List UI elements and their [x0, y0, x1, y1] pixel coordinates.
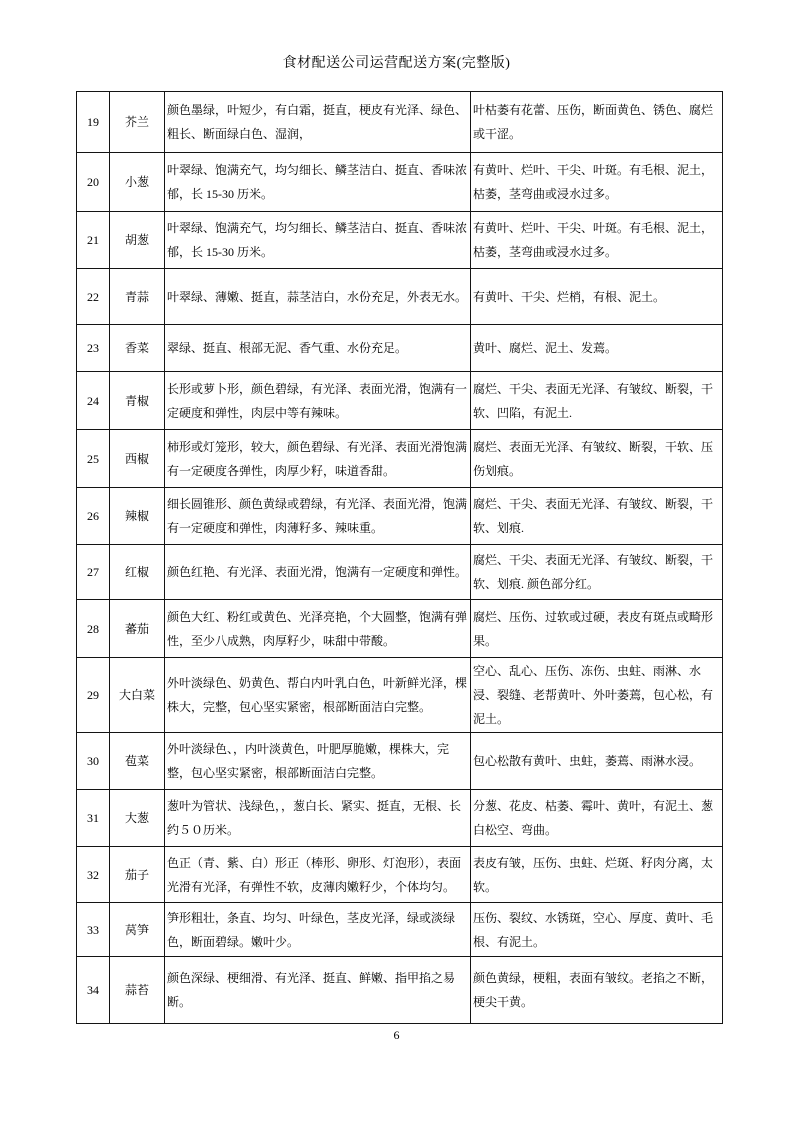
- row-number: 26: [77, 488, 110, 545]
- table-row: [77, 790, 723, 847]
- defect-criteria: 腐烂、干尖、表面无光泽、有皱纹、断裂，干软、划痕.: [471, 488, 723, 545]
- row-number: 30: [77, 733, 110, 790]
- defect-criteria: 有黄叶、干尖、烂梢，有根、泥土。: [471, 269, 723, 325]
- item-name: 胡葱: [110, 212, 165, 269]
- item-name: 蒜苔: [110, 957, 165, 1024]
- table-row: [77, 488, 723, 545]
- defect-criteria: 有黄叶、烂叶、干尖、叶斑。有毛根、泥土，枯萎，茎弯曲或浸水过多。: [471, 212, 723, 269]
- item-name: 芥兰: [110, 92, 165, 153]
- row-number: 25: [77, 430, 110, 488]
- quality-standard: 叶翠绿、饱满充气，均匀细长、鳞茎洁白、挺直、香味浓郁，长 15-30 历米。: [165, 153, 471, 212]
- defect-criteria: 颜色黄绿，梗粗，表面有皱纹。老掐之不断，梗尖干黄。: [471, 957, 723, 1024]
- table-row: [77, 903, 723, 957]
- item-name: 大白菜: [110, 658, 165, 733]
- quality-standard: 葱叶为管状、浅绿色，，葱白长、紧实、挺直，无根、长约５０历米。: [165, 790, 471, 847]
- row-number: 31: [77, 790, 110, 847]
- table-row: [77, 325, 723, 372]
- quality-standard: 色正（青、紫、白）形正（棒形、卵形、灯泡形），表面光滑有光泽，有弹性不软，皮薄肉嫩籽少，个体均匀。: [165, 847, 471, 903]
- vegetable-quality-table: [76, 91, 723, 1024]
- item-name: 小葱: [110, 153, 165, 212]
- quality-standard: 颜色墨绿，叶短少，有白霜，挺直，梗皮有光泽、绿色、粗长、断面绿白色、湿润，: [165, 92, 471, 153]
- defect-criteria: 压伤、裂纹、水锈斑，空心、厚度、黄叶、毛根、有泥土。: [471, 903, 723, 957]
- table-row: [77, 372, 723, 430]
- defect-criteria: 分葱、花皮、枯萎、霉叶、黄叶，有泥土、葱白松空、弯曲。: [471, 790, 723, 847]
- row-number: 19: [77, 92, 110, 153]
- quality-standard: 颜色深绿、梗细滑、有光泽、挺直、鲜嫩、指甲掐之易断。: [165, 957, 471, 1024]
- table-row: [77, 658, 723, 733]
- item-name: 红椒: [110, 545, 165, 600]
- item-name: 苞菜: [110, 733, 165, 790]
- row-number: 29: [77, 658, 110, 733]
- defect-criteria: 表皮有皱，压伤、虫蛀、烂斑、籽肉分离，太软。: [471, 847, 723, 903]
- defect-criteria: 腐烂、表面无光泽、有皱纹、断裂，干软、压伤划痕。: [471, 430, 723, 488]
- row-number: 24: [77, 372, 110, 430]
- table-row: [77, 847, 723, 903]
- page-number: 6: [393, 1028, 400, 1042]
- defect-criteria: 腐烂、干尖、表面无光泽、有皱纹、断裂，干软、划痕. 颜色部分红。: [471, 545, 723, 600]
- quality-standard: 外叶淡绿色、奶黄色、帮白内叶乳白色，叶新鲜光泽，棵株大，完整，包心坚实紧密，根部断面洁白完整。: [165, 658, 471, 733]
- row-number: 22: [77, 269, 110, 325]
- defect-criteria: 腐烂、压伤、过软或过硬，表皮有斑点或畸形果。: [471, 600, 723, 658]
- table-row: [77, 733, 723, 790]
- row-number: 28: [77, 600, 110, 658]
- quality-standard: 翠绿、挺直、根部无泥、香气重、水份充足。: [165, 325, 471, 372]
- table-row: [77, 430, 723, 488]
- quality-standard: 外叶淡绿色、，内叶淡黄色，叶肥厚脆嫩，棵株大，完整，包心坚实紧密，根部断面洁白完整。: [165, 733, 471, 790]
- quality-standard: 柿形或灯笼形，较大，颜色碧绿、有光泽、表面光滑饱满有一定硬度各弹性，肉厚少籽，味道香甜。: [165, 430, 471, 488]
- row-number: 21: [77, 212, 110, 269]
- defect-criteria: 包心松散有黄叶、虫蛀，萎蔫、雨淋水浸。: [471, 733, 723, 790]
- defect-criteria: 黄叶、腐烂、泥土、发蔫。: [471, 325, 723, 372]
- table-row: [77, 92, 723, 153]
- quality-standard: 颜色红艳、有光泽、表面光滑，饱满有一定硬度和弹性。: [165, 545, 471, 600]
- quality-standard: 长形或萝卜形，颜色碧绿，有光泽、表面光滑，饱满有一定硬度和弹性，肉层中等有辣味。: [165, 372, 471, 430]
- item-name: 青椒: [110, 372, 165, 430]
- item-name: 莴笋: [110, 903, 165, 957]
- quality-standard: 叶翠绿、薄嫩、挺直，蒜茎洁白，水份充足，外表无水。: [165, 269, 471, 325]
- quality-standard: 细长圆锥形、颜色黄绿或碧绿，有光泽、表面光滑，饱满有一定硬度和弹性，肉薄籽多、辣味重。: [165, 488, 471, 545]
- quality-standard: 笋形粗壮，条直、均匀、叶绿色，茎皮光泽，绿或淡绿色，断面碧绿。嫩叶少。: [165, 903, 471, 957]
- table-row: [77, 153, 723, 212]
- row-number: 33: [77, 903, 110, 957]
- table-row: [77, 957, 723, 1024]
- row-number: 27: [77, 545, 110, 600]
- item-name: 蕃茄: [110, 600, 165, 658]
- row-number: 23: [77, 325, 110, 372]
- quality-standard: 叶翠绿、饱满充气，均匀细长、鳞茎洁白、挺直、香味浓郁，长 15-30 历米。: [165, 212, 471, 269]
- table-row: [77, 269, 723, 325]
- item-name: 茄子: [110, 847, 165, 903]
- item-name: 辣椒: [110, 488, 165, 545]
- table-row: [77, 600, 723, 658]
- defect-criteria: 叶枯萎有花蕾、压伤，断面黄色、锈色、腐烂或干涩。: [471, 92, 723, 153]
- row-number: 20: [77, 153, 110, 212]
- table-row: [77, 212, 723, 269]
- defect-criteria: 空心、乱心、压伤、冻伤、虫蛀、雨淋、水浸、裂缝、老帮黄叶、外叶萎蔫，包心松，有泥土。: [471, 658, 723, 733]
- table-row: [77, 545, 723, 600]
- row-number: 34: [77, 957, 110, 1024]
- row-number: 32: [77, 847, 110, 903]
- item-name: 香菜: [110, 325, 165, 372]
- item-name: 青蒜: [110, 269, 165, 325]
- item-name: 西椒: [110, 430, 165, 488]
- document-title: 食材配送公司运营配送方案(完整版): [282, 56, 511, 71]
- defect-criteria: 腐烂、干尖、表面无光泽、有皱纹、断裂，干软、凹陷，有泥土.: [471, 372, 723, 430]
- item-name: 大葱: [110, 790, 165, 847]
- quality-standard: 颜色大红、粉红或黄色、光泽亮艳，个大圆整，饱满有弹性，至少八成熟，肉厚籽少，味甜中带酸。: [165, 600, 471, 658]
- defect-criteria: 有黄叶、烂叶、干尖、叶斑。有毛根、泥土，枯萎，茎弯曲或浸水过多。: [471, 153, 723, 212]
